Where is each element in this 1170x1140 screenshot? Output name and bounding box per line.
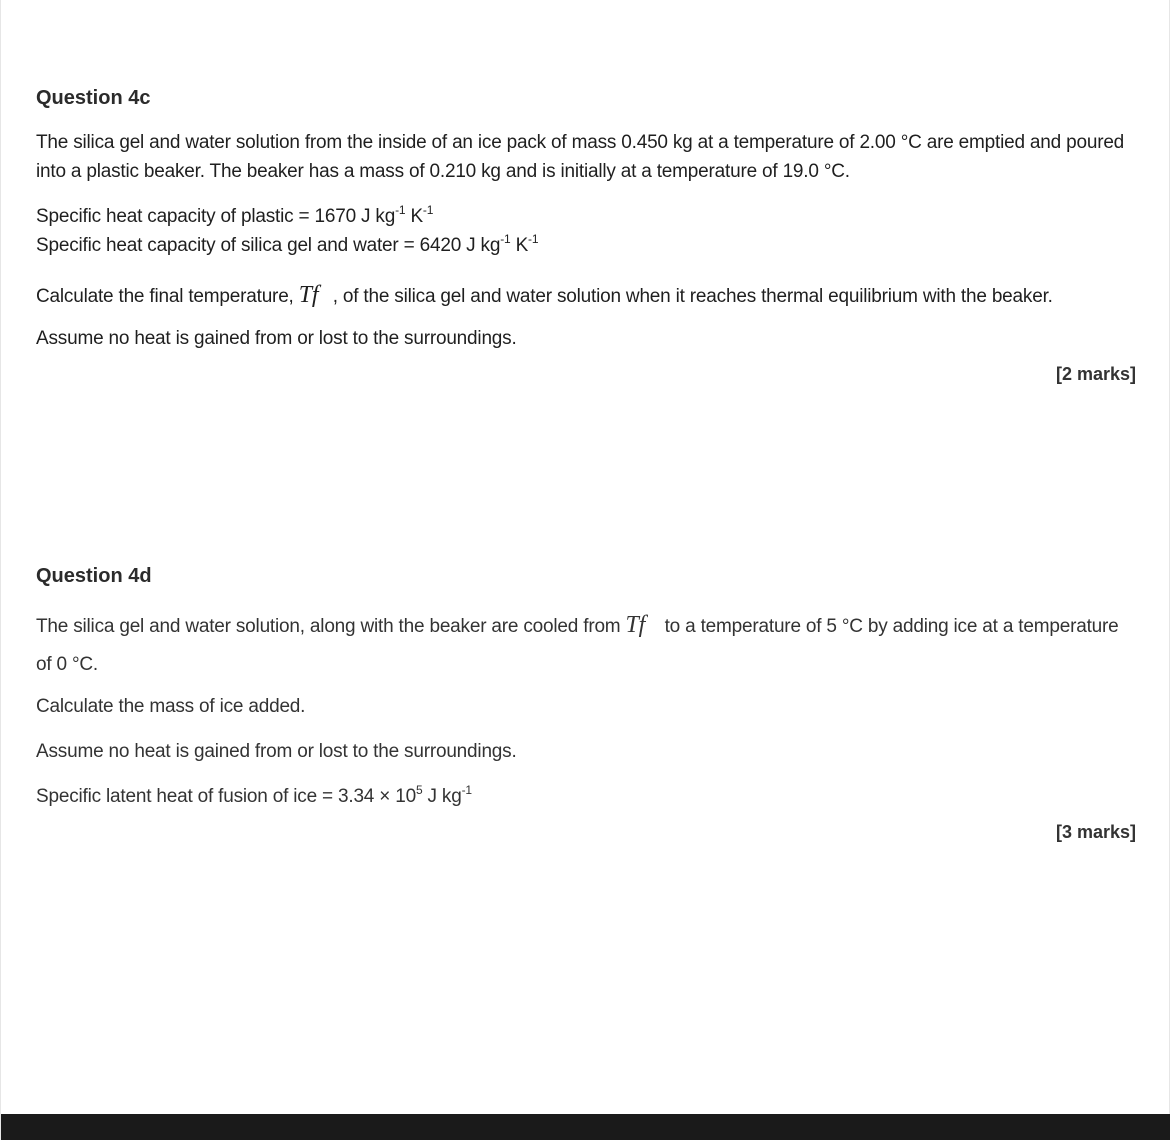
shc-plastic-text: Specific heat capacity of plastic = 1670 J kg <box>36 206 396 227</box>
calculate-instruction: Calculate the mass of ice added. <box>36 696 306 717</box>
question-4d <box>36 564 1136 843</box>
assumption-text: Assume no heat is gained from or lost to the surroundings. <box>36 741 517 762</box>
shc-silica-line <box>36 231 1136 260</box>
math-variable-T: T <box>298 282 312 308</box>
assumption-text: Assume no heat is gained from or lost to the surroundings. <box>36 328 517 349</box>
exponent: -1 <box>422 203 434 217</box>
math-subscript-f: f <box>311 282 319 308</box>
question-title: Question 4d <box>36 565 152 587</box>
question-intro: The silica gel and water solution from the inside of an ice pack of mass 0.450 kg at a temperature of 2.00 °C are emptied and poured into a plastic beaker. The beaker has a mass of 0.210 kg and is initially at a temperature of 19.0 °C. <box>36 132 1125 182</box>
intro-text-before: The silica gel and water solution, along with the beaker are cooled from <box>36 616 626 637</box>
final-temperature-symbol <box>299 276 333 316</box>
shc-silica-text: Specific heat capacity of silica gel and water = 6420 J kg <box>36 235 501 256</box>
latent-heat-text: Specific latent heat of fusion of ice = 3.34 × 10 <box>36 786 416 807</box>
calculate-instruction <box>36 276 1136 316</box>
exponent: -1 <box>395 203 406 217</box>
unit-kelvin: K <box>510 235 529 256</box>
bottom-bar <box>1 1114 1170 1140</box>
marks-label: [2 marks] <box>1055 364 1136 384</box>
shc-plastic-line <box>36 202 1136 231</box>
exponent: -1 <box>500 232 511 246</box>
calc-text-before: Calculate the final temperature, <box>36 286 299 307</box>
intro-text-after: to a temperature of 5 °C by adding ice at a temperature of 0 °C. <box>36 616 1119 675</box>
math-variable-T: T <box>625 612 639 638</box>
question-intro <box>36 606 1136 684</box>
calc-text-after: , of the silica gel and water solution when it reaches thermal equilibrium with the beaker. <box>332 286 1053 307</box>
exponent: -1 <box>461 783 472 797</box>
unit-kelvin: K <box>405 206 423 227</box>
question-title: Question 4c <box>36 87 151 109</box>
latent-heat-line <box>36 782 1136 811</box>
final-temperature-symbol <box>626 606 660 646</box>
unit-text: J kg <box>422 786 462 807</box>
question-4c <box>36 86 1136 385</box>
math-subscript-f: f <box>638 612 646 638</box>
exponent: -1 <box>528 232 539 246</box>
exponent: 5 <box>415 783 423 797</box>
marks-label: [3 marks] <box>1055 822 1136 842</box>
